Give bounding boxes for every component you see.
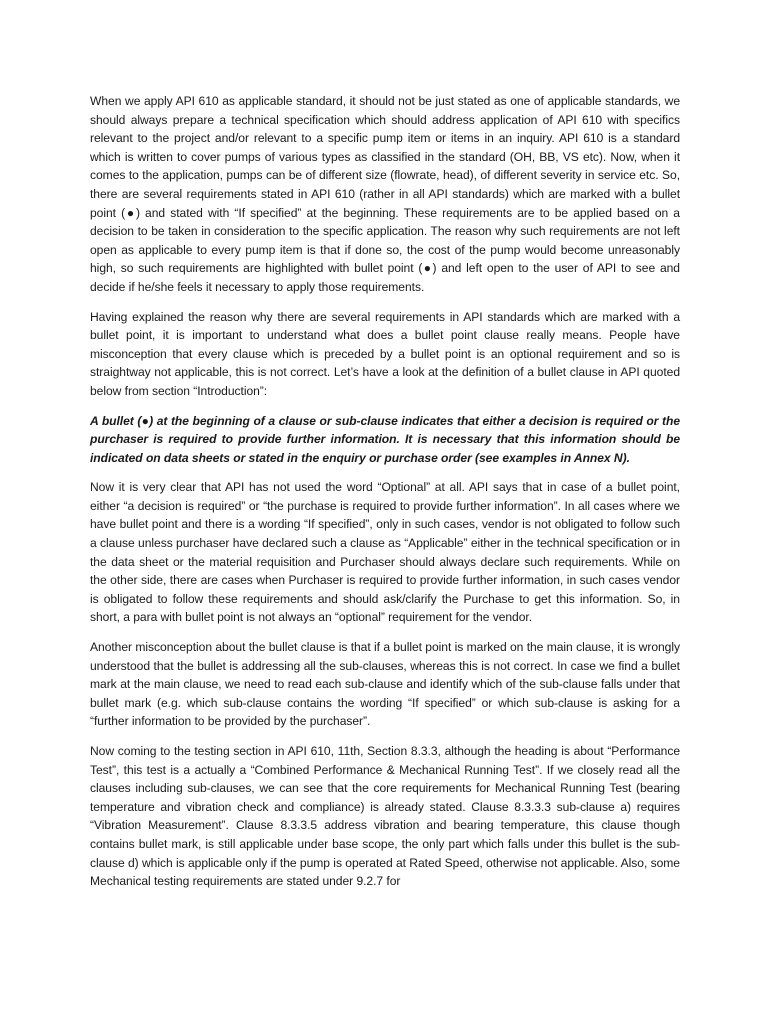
- paragraph-api610-application: When we apply API 610 as applicable standard, it should not be just stated as one of applicable standards, we should always prepare a technical specification which should address application of API 610 with specifics relevant to the project and/or relevant to a specific pump item or items in an inquiry. API 610 is a standard which is written to cover pumps of various types as classified in the standard (OH, BB, VS etc). Now, when it comes to the application, pumps can be of different size (flowrate, head), of different severity in service etc. So, there are several requirements stated in API 610 (rather in all API standards) which are marked with a bullet point (●) and stated with “If specified” at the beginning. These requirements are to be applied based on a decision to be taken in consideration to the specific application. The reason why such requirements are not left open as applicable to every pump item is that if done so, the cost of the pump would become unreasonably high, so such requirements are highlighted with bullet point (●) and left open to the user of API to see and decide if he/she feels it necessary to apply those requirements.: [90, 94, 680, 294]
- paragraph-testing-section: Now coming to the testing section in API 610, 11th, Section 8.3.3, although the heading is about “Performance Test”, this test is a actually a “Combined Performance & Mechanical Running Test”. If we closely read all the clauses including sub-clauses, we can see that the core requirements for Mechanical Running Test (bearing temperature and vibration check and compliance) is already stated. Clause 8.3.3.3 sub-clause a) requires “Vibration Measurement”. Clause 8.3.3.5 address vibration and bearing temperature, this clause though contains bullet mark, is still applicable under base scope, the only part which falls under this bullet is the sub-clause d) which is applicable only if the pump is operated at Rated Speed, otherwise not applicable. Also, some Mechanical testing requirements are stated under 9.2.7 for: [90, 744, 680, 889]
- paragraph-sub-clause-misconception: Another misconception about the bullet clause is that if a bullet point is marked on the main clause, it is wrongly understood that the bullet is addressing all the sub-clauses, whereas this is not correct. In case we find a bullet mark at the main clause, we need to read each sub-clause and identify which of the sub-clause falls under that bullet mark (e.g. which sub-clause contains the wording “If specified” or which sub-clause is asking for a “further information to be provided by the purchaser”.: [90, 640, 680, 729]
- quoted-bullet-definition: A bullet (●) at the beginning of a clause or sub-clause indicates that either a decision is required or the purchaser is required to provide further information. It is necessary that this information should be indicated on data sheets or stated in the enquiry or purchase order (see examples in Annex N).: [90, 413, 680, 465]
- paragraph-not-optional: Now it is very clear that API has not used the word “Optional” at all. API says that in case of a bullet point, either “a decision is required” or “the purchase is required to provide further information”. In all cases where we have bullet point and there is a wording “If specified”, only in such cases, vendor is not obligated to follow such a clause unless purchaser have declared such a clause as “Applicable” either in the technical specification or in the data sheet or the material requisition and Purchaser should always declare such requirements. While on the other side, there are cases when Purchaser is required to provide further information, in such cases vendor is obligated to follow these requirements and should ask/clarify the Purchase to get this information. So, in short, a para with bullet point is not always an “optional” requirement for the vendor.: [90, 480, 680, 625]
- paragraph-bullet-point-misconception: Having explained the reason why there are several requirements in API standards which are marked with a bullet point, it is important to understand what does a bullet point clause really means. People have misconception that every clause which is preceded by a bullet point is an optional requirement and so is straightway not applicable, this is not correct. Let’s have a look at the definition of a bullet clause in API quoted below from section “Introduction”:: [90, 309, 680, 398]
- document-body: [90, 92, 680, 902]
